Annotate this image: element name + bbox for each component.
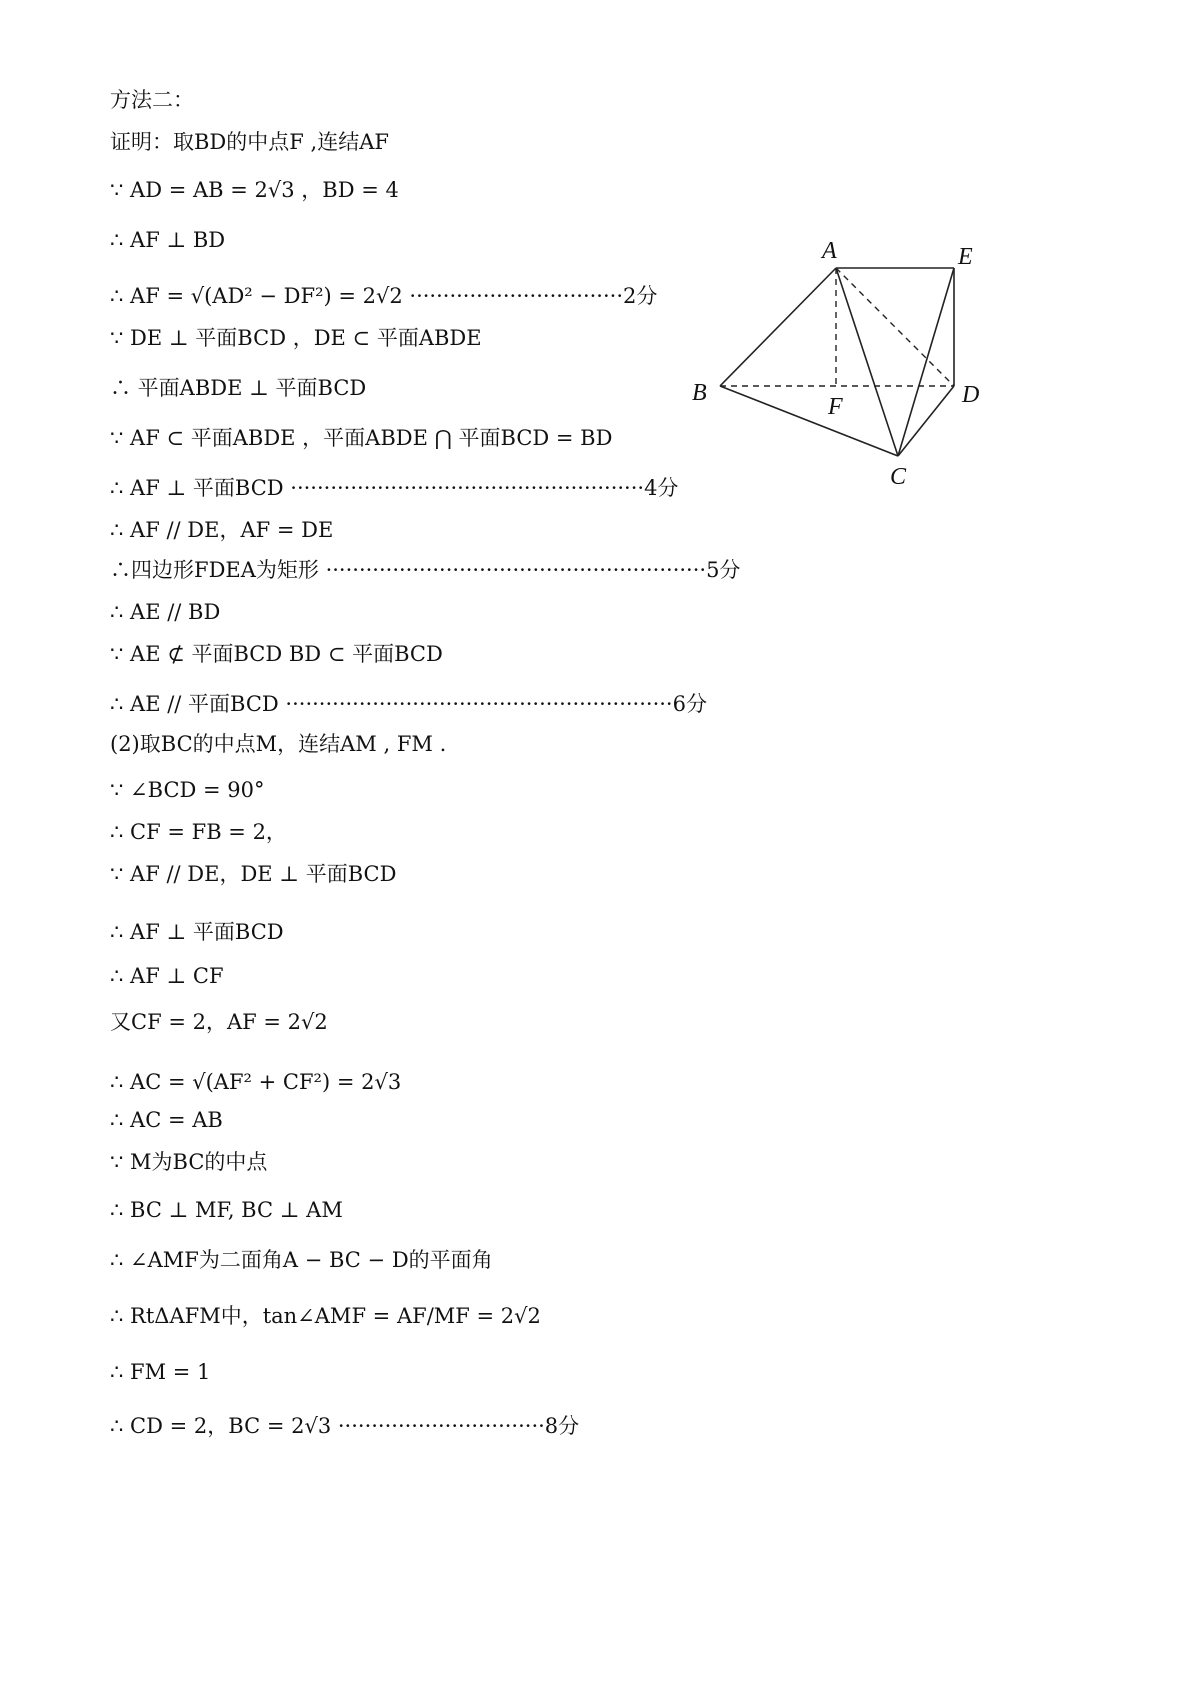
solution-line: ∴ AC = √(AF² + CF²) = 2√3 (110, 1070, 402, 1094)
solution-line: ∴ CD = 2，BC = 2√3 ·······························8分 (110, 1414, 580, 1438)
solution-line: ∴ AF = √(AD² − DF²) = 2√2 ································2分 (110, 284, 658, 308)
solution-line: ∴ AE // BD (110, 600, 221, 624)
label-D: D (962, 382, 980, 408)
solution-line: ∵ AE ⊄ 平面BCD BD ⊂ 平面BCD (110, 642, 443, 666)
geometry-figure-svg (692, 238, 1120, 540)
solution-heading: 方法二： (110, 88, 194, 112)
solution-line: 又CF = 2，AF = 2√2 (110, 1010, 328, 1034)
solution-line: ∵ AD = AB = 2√3 ，BD = 4 (110, 178, 399, 202)
solution-line: ∵ ∠BCD = 90° (110, 778, 265, 802)
solution-line: ∵ M为BC的中点 (110, 1150, 268, 1174)
edge-CD (898, 386, 954, 456)
solution-line: 证明：取BD的中点F ,连结AF (110, 130, 389, 154)
solution-line: ∴ AE // 平面BCD ··························································6分 (110, 692, 707, 716)
solution-line: ∴ AC = AB (110, 1108, 223, 1132)
edge-BC (720, 386, 898, 456)
solution-line: ∴ AF // DE，AF = DE (110, 518, 334, 542)
edge-EC (898, 268, 954, 456)
label-C: C (890, 464, 907, 490)
edge-AB (720, 268, 836, 386)
solution-line: ∴ AF ⊥ CF (110, 964, 224, 988)
geometry-figure (692, 238, 1120, 540)
solution-line: ∴ ∠AMF为二面角A − BC − D的平面角 (110, 1248, 493, 1272)
solution-line: (2)取BC的中点M，连结AM , FM . (110, 732, 447, 756)
label-E: E (958, 244, 973, 270)
solution-line: ∴ AF ⊥ 平面BCD ·····················································4分 (110, 476, 679, 500)
solution-line: ∴ 平面ABDE ⊥ 平面BCD (110, 376, 367, 400)
label-A: A (822, 238, 837, 264)
solution-line: ∵ AF ⊂ 平面ABDE ，平面ABDE ⋂ 平面BCD = BD (110, 426, 613, 450)
solution-line: ∴ RtΔAFM中，tan∠AMF = AF/MF = 2√2 (110, 1304, 541, 1328)
solution-line: ∴ BC ⊥ MF, BC ⊥ AM (110, 1198, 343, 1222)
solution-line: ∴四边形FDEA为矩形 ·························································5分 (110, 558, 741, 582)
solution-line: ∴ AF ⊥ 平面BCD (110, 920, 284, 944)
label-F: F (828, 394, 843, 420)
edge-AC (836, 268, 898, 456)
solution-line: ∴ FM = 1 (110, 1360, 211, 1384)
solution-line: ∵ DE ⊥ 平面BCD ，DE ⊂ 平面ABDE (110, 326, 482, 350)
label-B: B (692, 380, 707, 406)
solution-line: ∵ AF // DE，DE ⊥ 平面BCD (110, 862, 397, 886)
solution-line: ∴ AF ⊥ BD (110, 228, 226, 252)
solution-line: ∴ CF = FB = 2， (110, 820, 287, 844)
